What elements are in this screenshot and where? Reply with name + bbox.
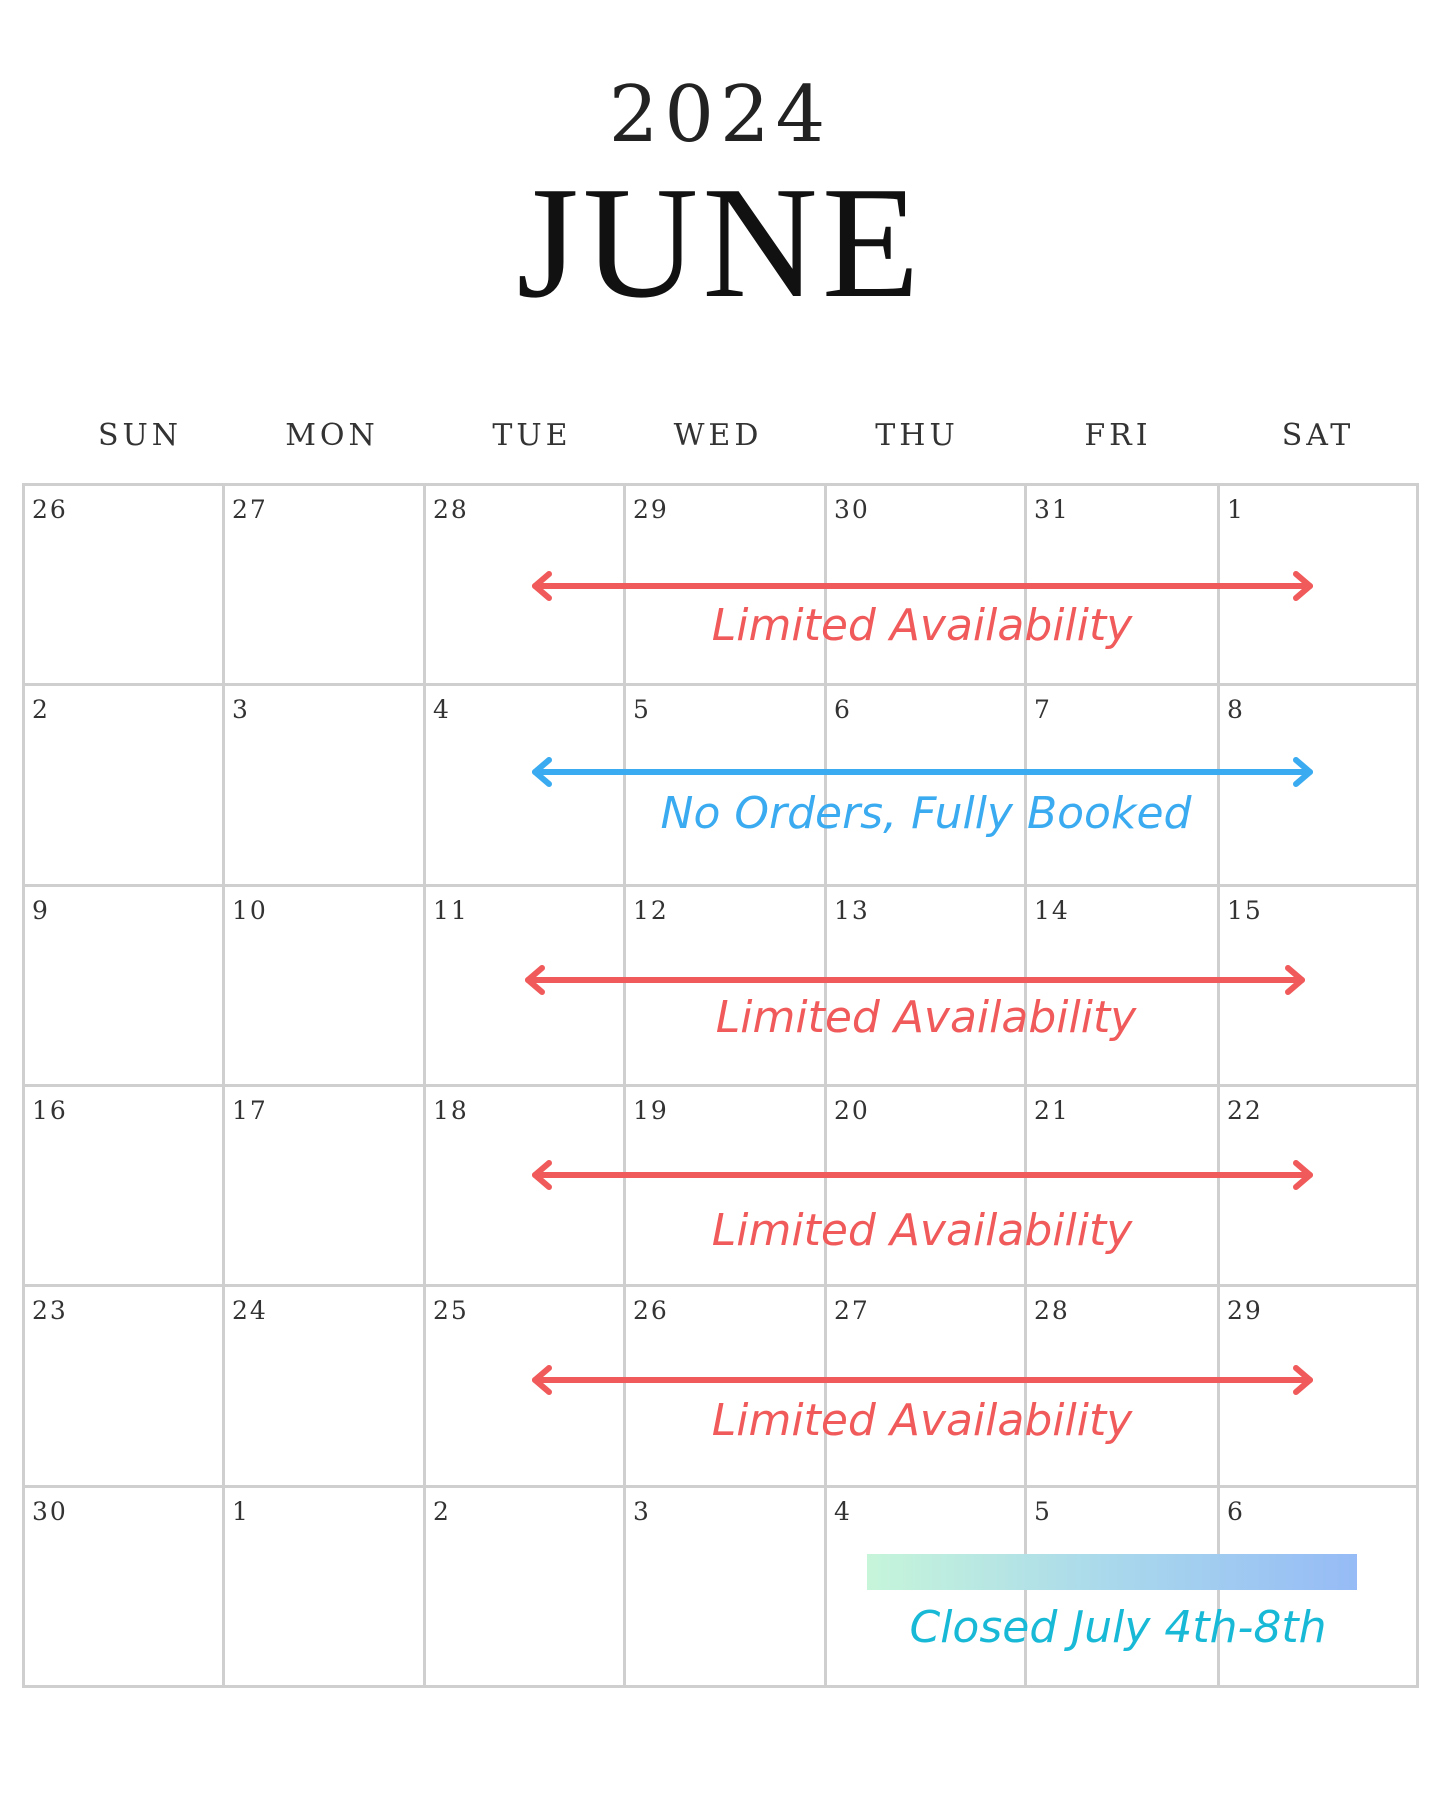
day-number: 14 — [1034, 896, 1070, 925]
closed-period-bar — [867, 1554, 1357, 1590]
day-number: 2 — [32, 695, 50, 724]
day-number: 22 — [1227, 1096, 1263, 1125]
availability-arrow — [535, 574, 1310, 598]
availability-label: Limited Availability — [715, 992, 1137, 1043]
closed-note-label: Closed July 4th-8th — [909, 1602, 1327, 1653]
weekday-sat: SAT — [1281, 418, 1355, 453]
day-number: 2 — [433, 1497, 451, 1526]
day-number: 27 — [834, 1296, 870, 1325]
day-number: 30 — [32, 1497, 68, 1526]
day-number: 3 — [633, 1497, 651, 1526]
day-number: 19 — [633, 1096, 669, 1125]
availability-arrow — [535, 1163, 1310, 1187]
calendar-month: JUNE — [516, 153, 924, 331]
availability-label: No Orders, Fully Booked — [660, 788, 1192, 839]
day-number: 10 — [232, 896, 268, 925]
day-number: 26 — [633, 1296, 669, 1325]
weekday-tue: TUE — [492, 418, 572, 453]
day-number: 4 — [834, 1497, 852, 1526]
day-number: 4 — [433, 695, 451, 724]
day-number: 25 — [433, 1296, 469, 1325]
day-number: 16 — [32, 1096, 68, 1125]
day-number: 29 — [633, 495, 669, 524]
availability-arrow — [535, 1368, 1310, 1392]
day-number: 1 — [232, 1497, 250, 1526]
weekday-thu: THU — [875, 418, 959, 453]
availability-arrow — [535, 760, 1310, 784]
day-number: 6 — [834, 695, 852, 724]
calendar-year: 2024 — [608, 70, 832, 160]
day-number: 17 — [232, 1096, 268, 1125]
day-number: 27 — [232, 495, 268, 524]
day-number: 8 — [1227, 695, 1245, 724]
day-number: 12 — [633, 896, 669, 925]
day-number: 1 — [1227, 495, 1245, 524]
day-number: 20 — [834, 1096, 870, 1125]
day-number: 5 — [633, 695, 651, 724]
weekday-fri: FRI — [1084, 418, 1152, 453]
weekday-mon: MON — [285, 418, 379, 453]
day-number: 3 — [232, 695, 250, 724]
day-number: 5 — [1034, 1497, 1052, 1526]
availability-label: Limited Availability — [711, 1395, 1133, 1446]
day-number: 9 — [32, 896, 50, 925]
availability-arrow — [528, 968, 1302, 992]
day-number: 28 — [1034, 1296, 1070, 1325]
day-number: 13 — [834, 896, 870, 925]
day-number: 26 — [32, 495, 68, 524]
day-number: 21 — [1034, 1096, 1070, 1125]
day-number: 11 — [433, 896, 469, 925]
day-number: 7 — [1034, 695, 1052, 724]
day-number: 31 — [1034, 495, 1070, 524]
day-number: 15 — [1227, 896, 1263, 925]
day-number: 24 — [232, 1296, 268, 1325]
day-number: 6 — [1227, 1497, 1245, 1526]
day-number: 18 — [433, 1096, 469, 1125]
weekday-wed: WED — [673, 418, 763, 453]
day-number: 28 — [433, 495, 469, 524]
day-number: 29 — [1227, 1296, 1263, 1325]
day-number: 23 — [32, 1296, 68, 1325]
day-number: 30 — [834, 495, 870, 524]
availability-label: Limited Availability — [711, 600, 1133, 651]
weekday-sun: SUN — [97, 418, 183, 453]
availability-label: Limited Availability — [711, 1205, 1133, 1256]
